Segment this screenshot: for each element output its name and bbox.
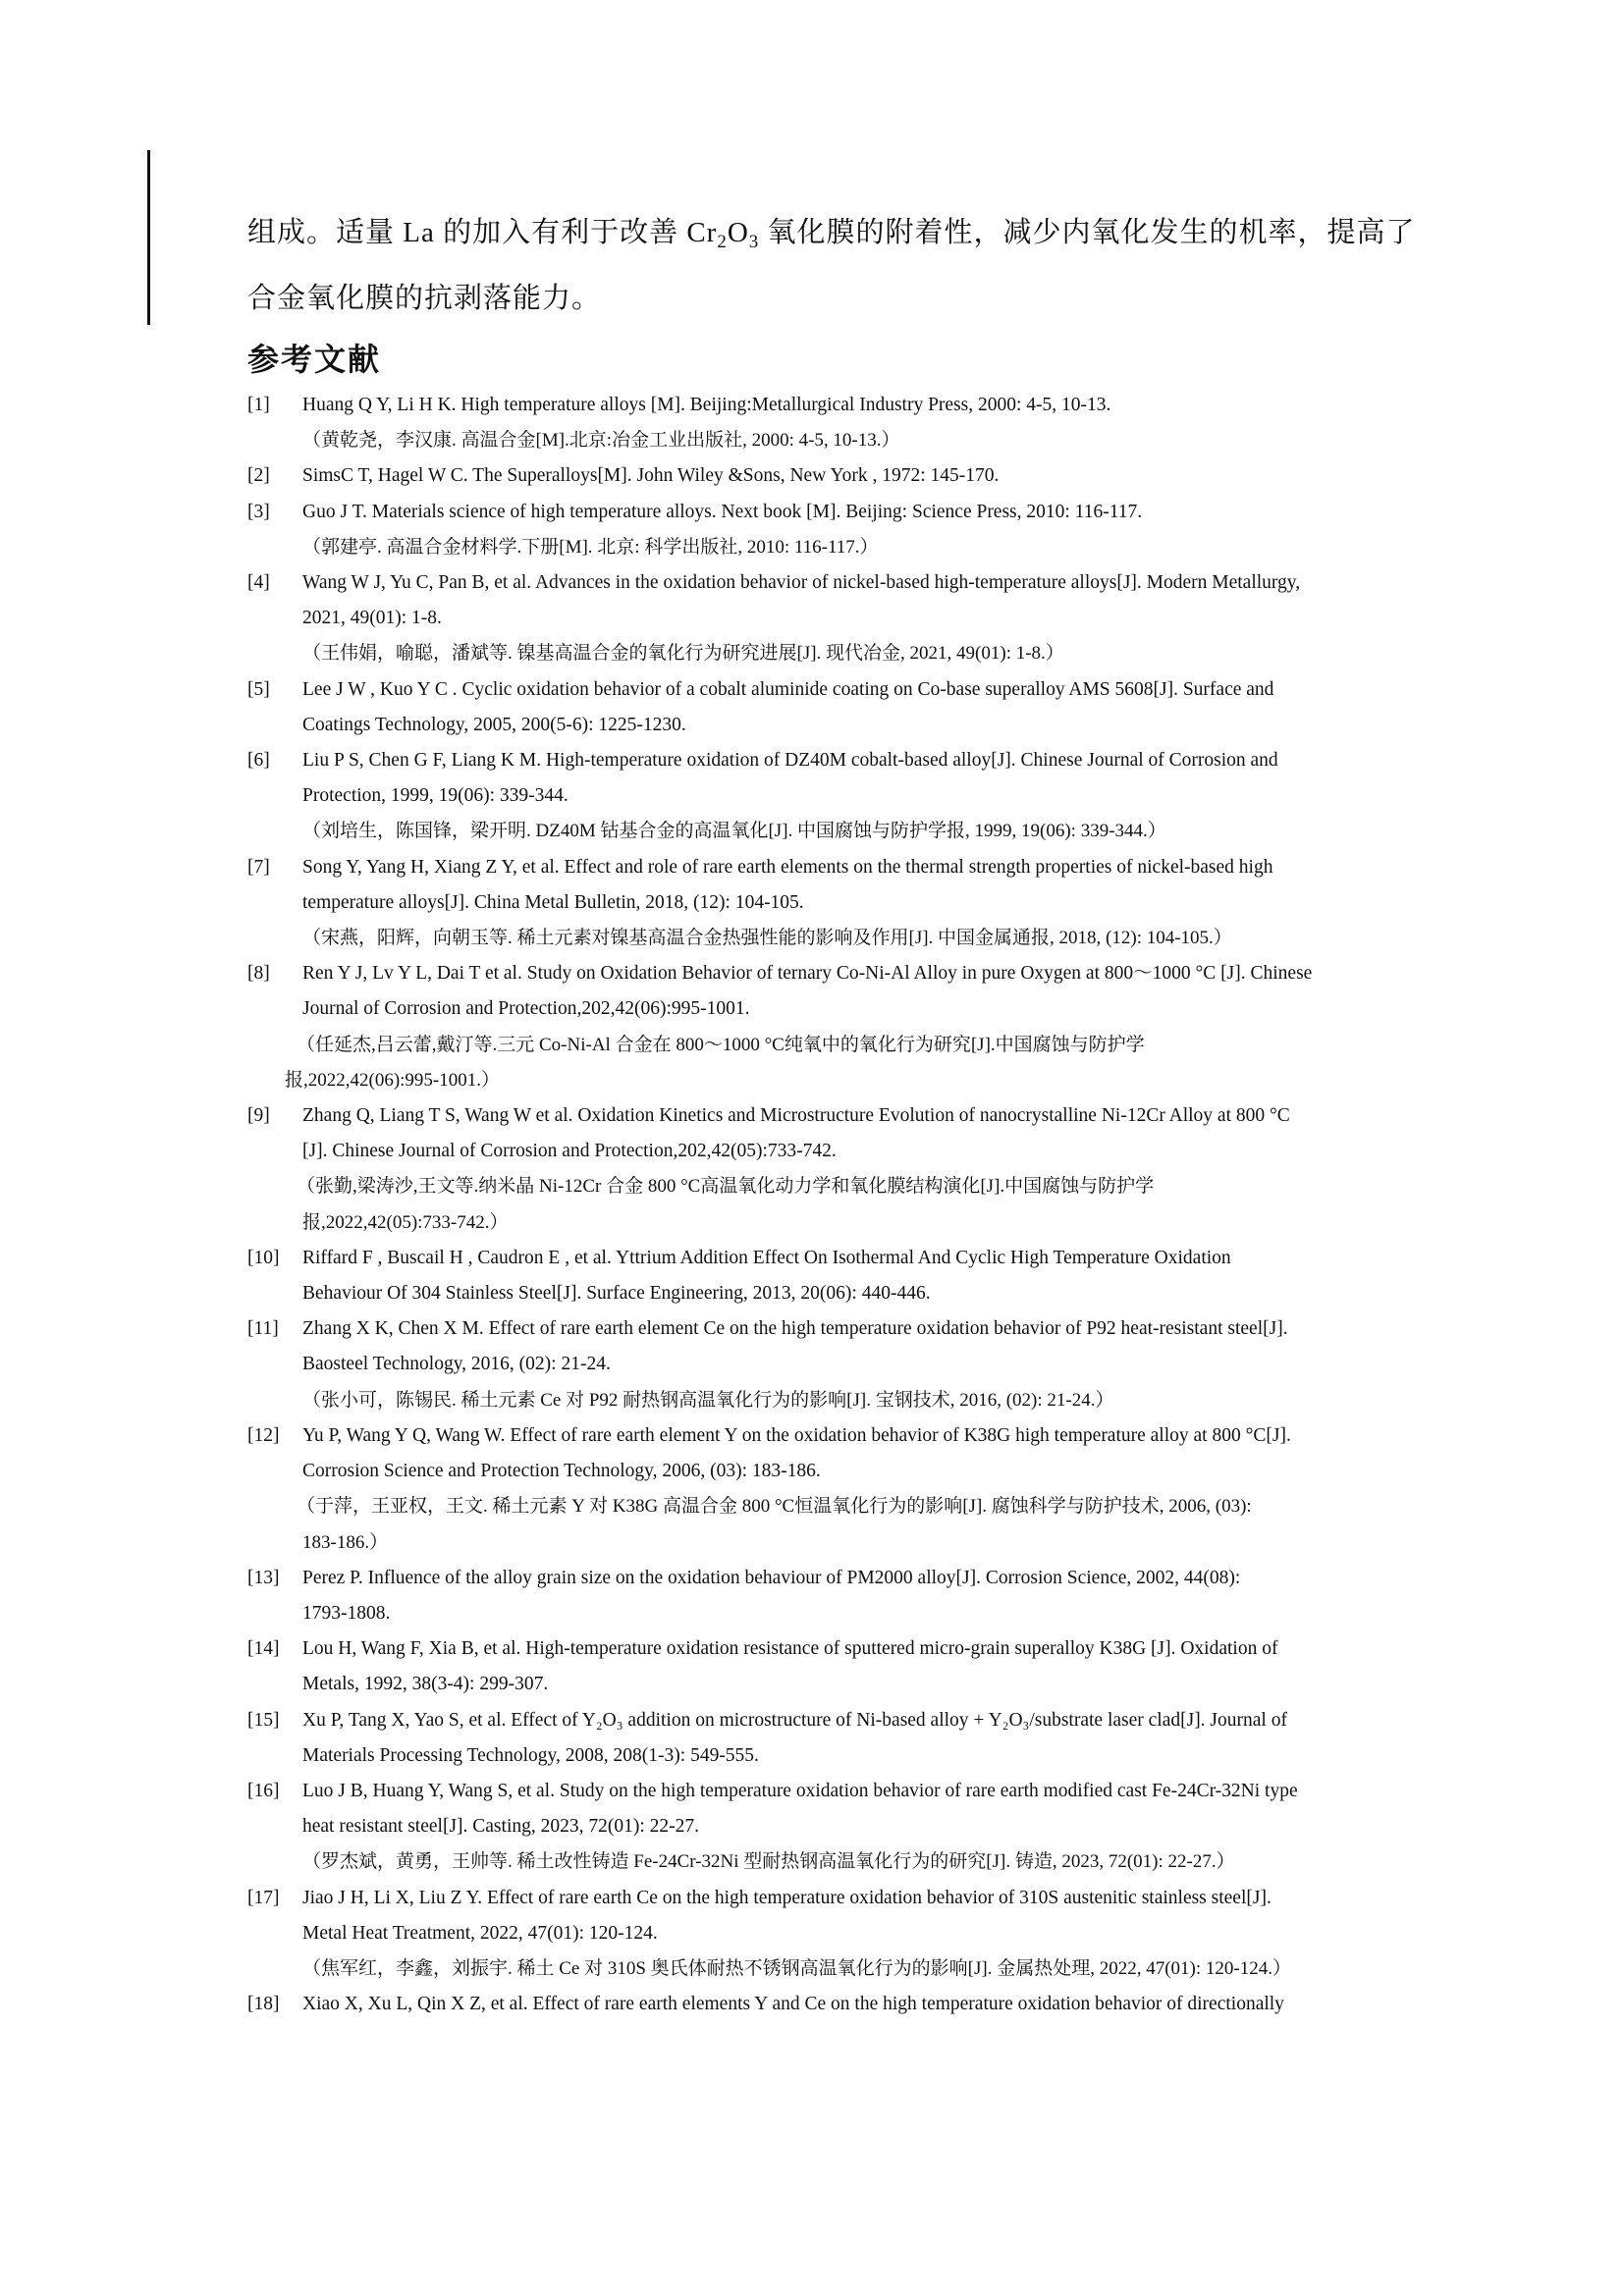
reference-item — [0, 388, 1624, 458]
reference-number: [12] — [247, 1424, 280, 1446]
reference-body — [302, 1561, 1441, 1631]
reference-line: heat resistant steel[J]. Casting, 2023, 72(01): 22-27. — [302, 1816, 700, 1838]
reference-item — [0, 850, 1624, 957]
paragraph-line-1: 组成。适量 La 的加入有利于改善 $Cr_2O_3$ 氧化膜的附着性，减少内氧化发生的机率，提高了 — [247, 217, 1416, 252]
reference-number: [14] — [247, 1638, 280, 1660]
reference-line: Zhang X K, Chen X M. Effect of rare earth element Ce on the high temperature oxidation behavior of P92 heat-resistant steel[J]. — [302, 1318, 1288, 1340]
change-bar — [147, 150, 150, 325]
reference-body — [297, 1418, 1441, 1561]
reference-line: 1793-1808. — [302, 1602, 391, 1624]
reference-line: Metals, 1992, 38(3-4): 299-307. — [302, 1674, 549, 1695]
reference-number: [10] — [247, 1247, 280, 1268]
reference-item — [0, 1774, 1624, 1881]
reference-number: [11] — [247, 1318, 279, 1340]
reference-number: [4] — [247, 572, 270, 594]
reference-translation-line: （宋燕，阳辉，向朝玉等. 稀土元素对镍基高温合金热强性能的影响及作用[J]. 中国金属通报, 2018, (12): 104-105.） — [302, 928, 1232, 949]
reference-line: Luo J B, Huang Y, Wang S, et al. Study on the high temperature oxidation behavior of rare earth modified cast Fe-24Cr-32Ni type — [302, 1780, 1298, 1801]
reference-body — [302, 672, 1441, 743]
reference-number: [7] — [247, 856, 270, 878]
reference-line: SimsC T, Hagel W C. The Superalloys[M]. John Wiley &Sons, New York , 1972: 145-170. — [302, 465, 1000, 487]
reference-number: [3] — [247, 501, 270, 522]
reference-translation-line: （罗杰斌，黄勇，王帅等. 稀土改性铸造 Fe-24Cr-32Ni 型耐热钢高温氧化行为的研究[J]. 铸造, 2023, 72(01): 22-27.） — [302, 1851, 1235, 1873]
reference-line: Baosteel Technology, 2016, (02): 21-24. — [302, 1354, 611, 1375]
reference-body — [302, 1987, 1441, 2022]
reference-line: Metal Heat Treatment, 2022, 47(01): 120-124. — [302, 1922, 658, 1944]
reference-item — [0, 1631, 1624, 1702]
reference-body — [302, 1311, 1441, 1418]
reference-line: Huang Q Y, Li H K. High temperature alloys [M]. Beijing:Metallurgical Industry Press, 2000: 4-5, 10-13. — [302, 395, 1111, 415]
reference-body — [302, 1241, 1441, 1311]
reference-translation-line: （张小可，陈锡民. 稀土元素 Ce 对 P92 耐热钢高温氧化行为的影响[J]. 宝钢技术, 2016, (02): 21-24.） — [302, 1389, 1114, 1411]
reference-translation-line: （于萍，王亚权，王文. 稀土元素 Y 对 K38G 高温合金 800 °C恒温氧化行为的影响[J]. 腐蚀科学与防护技术, 2006, (03): — [297, 1496, 1252, 1518]
reference-line: Yu P, Wang Y Q, Wang W. Effect of rare earth element Y on the oxidation behavior of K38G high temperature alloy at 800 °C[J]. — [302, 1424, 1291, 1446]
reference-item — [0, 1987, 1624, 2022]
reference-body — [302, 743, 1441, 850]
reference-translation-line: （刘培生，陈国锋，梁开明. DZ40M 钴基合金的高温氧化[J]. 中国腐蚀与防护学报, 1999, 19(06): 339-344.） — [302, 821, 1166, 842]
reference-line: Xu P, Tang X, Yao S, et al. Effect of Y₂O₃ addition on microstructure of Ni-based alloy + Y₂O₃/substrate laser clad[J]. Journal of — [302, 1709, 1287, 1731]
reference-line: Lou H, Wang F, Xia B, et al. High-temperature oxidation resistance of sputtered micro-grain superalloy K38G [J]. Oxidation of — [302, 1638, 1278, 1660]
reference-translation-line: （黄乾尧，李汉康. 高温合金[M].北京:冶金工业出版社, 2000: 4-5, 10-13.） — [302, 430, 900, 452]
reference-body — [302, 1881, 1441, 1988]
reference-line: Journal of Corrosion and Protection,202,42(06):995-1001. — [302, 998, 750, 1020]
reference-line: 2021, 49(01): 1-8. — [302, 608, 442, 629]
reference-line: Coatings Technology, 2005, 200(5-6): 1225-1230. — [302, 714, 686, 735]
reference-line: temperature alloys[J]. China Metal Bulletin, 2018, (12): 104-105. — [302, 891, 804, 913]
reference-item — [0, 1881, 1624, 1988]
reference-line: Ren Y J, Lv Y L, Dai T et al. Study on Oxidation Behavior of ternary Co-Ni-Al Alloy in pure Oxygen at 800～1000 °C [J]. Chinese — [302, 963, 1313, 985]
reference-translation-line: （焦军红，李鑫，刘振宇. 稀土 Ce 对 310S 奥氏体耐热不锈钢高温氧化行为的影响[J]. 金属热处理, 2022, 47(01): 120-124.） — [302, 1957, 1291, 1979]
reference-item — [0, 1703, 1624, 1774]
reference-item — [0, 1418, 1624, 1561]
reference-item — [0, 565, 1624, 672]
reference-item — [0, 743, 1624, 850]
reference-translation-line: （张勤,梁涛沙,王文等.纳米晶 Ni-12Cr 合金 800 °C高温氧化动力学和氧化膜结构演化[J].中国腐蚀与防护学 — [297, 1176, 1155, 1198]
reference-item — [0, 1241, 1624, 1311]
reference-number: [17] — [247, 1887, 280, 1908]
reference-line: Jiao J H, Li X, Liu Z Y. Effect of rare earth Ce on the high temperature oxidation behavior of 310S austenitic stainless steel[J]. — [302, 1887, 1272, 1908]
reference-number: [9] — [247, 1105, 270, 1127]
references-heading: 参考文献 — [247, 341, 382, 378]
reference-line: Protection, 1999, 19(06): 339-344. — [302, 785, 568, 807]
reference-number: [16] — [247, 1780, 280, 1801]
reference-item — [0, 1098, 1624, 1241]
reference-line: Lee J W , Kuo Y C . Cyclic oxidation behavior of a cobalt aluminide coating on Co-base superalloy AMS 5608[J]. Surface and — [302, 678, 1274, 700]
reference-translation-line: （郭建亭. 高温合金材料学.下册[M]. 北京: 科学出版社, 2010: 116-117.） — [302, 536, 879, 558]
reference-body — [302, 388, 1441, 458]
reference-item — [0, 956, 1624, 1098]
reference-body — [302, 1703, 1441, 1774]
reference-translation-line: （王伟娟，喻聪，潘斌等. 镍基高温合金的氧化行为研究进展[J]. 现代冶金, 2021, 49(01): 1-8.） — [302, 643, 1064, 665]
reference-line: Wang W J, Yu C, Pan B, et al. Advances in the oxidation behavior of nickel-based high-temperature alloys[J]. Modern Metallurgy, — [302, 572, 1301, 594]
reference-line: Song Y, Yang H, Xiang Z Y, et al. Effect and role of rare earth elements on the thermal strength properties of nickel-based high — [302, 856, 1273, 878]
reference-line: Liu P S, Chen G F, Liang K M. High-temperature oxidation of DZ40M cobalt-based alloy[J]. Chinese Journal of Corrosion and — [302, 750, 1278, 772]
reference-line: Zhang Q, Liang T S, Wang W et al. Oxidation Kinetics and Microstructure Evolution of nanocrystalline Ni-12Cr Alloy at 800 °C — [302, 1105, 1290, 1127]
reference-item — [0, 495, 1624, 565]
reference-translation-line: 报,2022,42(05):733-742.） — [302, 1211, 509, 1233]
reference-item — [0, 458, 1624, 494]
reference-number: [18] — [247, 1994, 280, 2015]
reference-translation-line: 报,2022,42(06):995-1001.） — [285, 1069, 501, 1091]
reference-body — [302, 850, 1441, 957]
reference-line: Riffard F , Buscail H , Caudron E , et al. Yttrium Addition Effect On Isothermal And Cyclic High Temperature Oxidation — [302, 1247, 1231, 1268]
reference-line: Xiao X, Xu L, Qin X Z, et al. Effect of rare earth elements Y and Ce on the high temperature oxidation behavior of directionally — [302, 1994, 1284, 2015]
reference-number: [5] — [247, 678, 270, 700]
reference-number: [6] — [247, 750, 270, 772]
reference-item — [0, 1561, 1624, 1631]
reference-number: [1] — [247, 395, 270, 415]
reference-line: [J]. Chinese Journal of Corrosion and Protection,202,42(05):733-742. — [302, 1141, 837, 1162]
reference-item — [0, 1311, 1624, 1418]
reference-body — [302, 1774, 1441, 1881]
reference-body — [302, 495, 1441, 565]
reference-line: Guo J T. Materials science of high temperature alloys. Next book [M]. Beijing: Science Press, 2010: 116-117. — [302, 501, 1143, 522]
reference-number: [8] — [247, 963, 270, 985]
reference-body — [285, 956, 1441, 1098]
reference-line: Corrosion Science and Protection Technology, 2006, (03): 183-186. — [302, 1461, 821, 1482]
paragraph-line-2: 合金氧化膜的抗剥落能力。 — [247, 283, 602, 314]
reference-body — [302, 565, 1441, 672]
reference-line: Perez P. Influence of the alloy grain size on the oxidation behaviour of PM2000 alloy[J]. Corrosion Science, 2002, 44(08): — [302, 1567, 1241, 1588]
reference-translation-line: 183-186.） — [302, 1531, 389, 1553]
reference-translation-line: （任延杰,吕云蕾,戴汀等.三元 Co-Ni-Al 合金在 800～1000 °C纯氧中的氧化行为研究[J].中国腐蚀与防护学 — [297, 1034, 1145, 1055]
reference-list — [0, 388, 1624, 2022]
reference-body — [302, 458, 1441, 494]
reference-body — [302, 1631, 1441, 1702]
reference-number: [15] — [247, 1709, 280, 1731]
reference-line: Materials Processing Technology, 2008, 208(1-3): 549-555. — [302, 1744, 759, 1766]
reference-item — [0, 672, 1624, 743]
reference-number: [2] — [247, 465, 270, 487]
reference-body — [297, 1098, 1441, 1241]
reference-number: [13] — [247, 1567, 280, 1588]
reference-line: Behaviour Of 304 Stainless Steel[J]. Surface Engineering, 2013, 20(06): 440-446. — [302, 1283, 931, 1305]
